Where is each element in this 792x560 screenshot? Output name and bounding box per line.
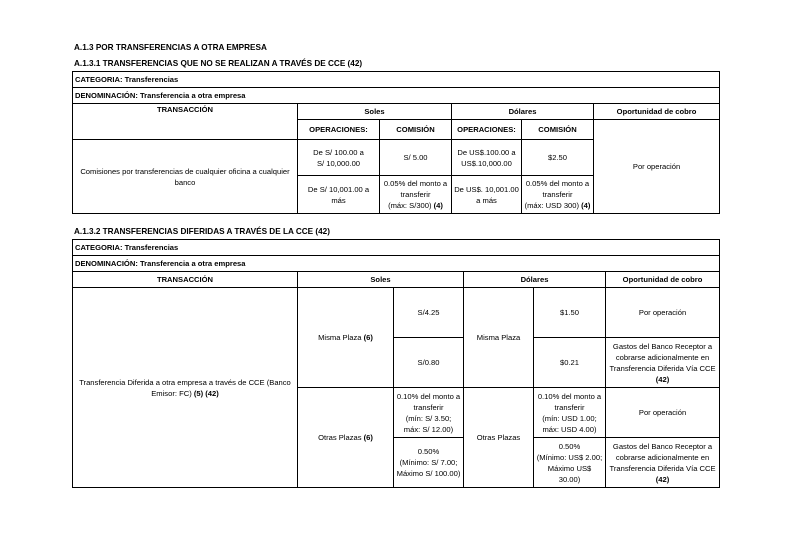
dolares-comision-2: 0.05% del monto a transferir (máx: USD 300) (4) <box>522 176 594 214</box>
otras-plazas-soles: Otras Plazas (6) <box>298 388 394 488</box>
otras-plazas-oportunidad-2: Gastos del Banco Receptor a cobrarse adicionalmente en Transferencia Diferida Vía CCE (42) <box>606 438 720 488</box>
section-title: A.1.3 POR TRANSFERENCIAS A OTRA EMPRESA <box>74 43 267 52</box>
header-dolares-comision: COMISIÓN <box>522 120 594 140</box>
dolares-comision-1: $2.50 <box>522 140 594 176</box>
table1-title: A.1.3.1 TRANSFERENCIAS QUE NO SE REALIZAN A TRAVÉS DE CCE (42) <box>74 59 363 68</box>
transaccion-description: Comisiones por transferencias de cualquier oficina a cualquier banco <box>73 140 298 214</box>
soles-operacion-range-1: De S/ 100.00 a S/ 10,000.00 <box>298 140 380 176</box>
misma-plaza-dolares: Misma Plaza <box>464 288 534 388</box>
table-transferencias-no-cce <box>72 71 720 214</box>
dolares-operacion-range-1: De US$.100.00 a US$.10,000.00 <box>452 140 522 176</box>
transaccion-description: Transferencia Diferida a otra empresa a través de CCE (Banco Emisor: FC) (5) (42) <box>73 288 298 488</box>
categoria-label: CATEGORIA: Transferencias <box>73 240 720 256</box>
denominacion-label: DENOMINACIÓN: Transferencia a otra empresa <box>73 256 720 272</box>
misma-plaza-soles: Misma Plaza (6) <box>298 288 394 388</box>
soles-comision-2: 0.05% del monto a transferir (máx: S/300) (4) <box>380 176 452 214</box>
otras-plazas-oportunidad-1: Por operación <box>606 388 720 438</box>
otras-plazas-soles-1: 0.10% del monto a transferir (mín: S/ 3.50; máx: S/ 12.00) <box>394 388 464 438</box>
header-dolares: Dólares <box>452 104 594 120</box>
otras-plazas-soles-2: 0.50% (Mínimo: S/ 7.00; Máximo S/ 100.00) <box>394 438 464 488</box>
oportunidad-value: Por operación <box>594 120 720 214</box>
header-transaccion: TRANSACCIÓN <box>73 272 298 288</box>
otras-plazas-dolares: Otras Plazas <box>464 388 534 488</box>
otras-plazas-dolares-2: 0.50% (Mínimo: US$ 2.00; Máximo US$ 30.00) <box>534 438 606 488</box>
misma-plaza-soles-1: S/4.25 <box>394 288 464 338</box>
header-dolares: Dólares <box>464 272 606 288</box>
dolares-operacion-range-2: De US$. 10,001.00 a más <box>452 176 522 214</box>
misma-plaza-soles-2: S/0.80 <box>394 338 464 388</box>
soles-comision-1: S/ 5.00 <box>380 140 452 176</box>
header-soles-comision: COMISIÓN <box>380 120 452 140</box>
header-transaccion: TRANSACCIÓN <box>73 104 298 140</box>
soles-operacion-range-2: De S/ 10,001.00 a más <box>298 176 380 214</box>
misma-plaza-dolares-1: $1.50 <box>534 288 606 338</box>
header-oportunidad: Oportunidad de cobro <box>594 104 720 120</box>
misma-plaza-oportunidad-2: Gastos del Banco Receptor a cobrarse adicionalmente en Transferencia Diferida Vía CCE (42) <box>606 338 720 388</box>
misma-plaza-dolares-2: $0.21 <box>534 338 606 388</box>
otras-plazas-dolares-1: 0.10% del monto a transferir (mín: USD 1.00; máx: USD 4.00) <box>534 388 606 438</box>
header-oportunidad: Oportunidad de cobro <box>606 272 720 288</box>
table2-title: A.1.3.2 TRANSFERENCIAS DIFERIDAS A TRAVÉS DE LA CCE (42) <box>74 227 330 236</box>
header-soles: Soles <box>298 104 452 120</box>
denominacion-label: DENOMINACIÓN: Transferencia a otra empresa <box>73 88 720 104</box>
misma-plaza-oportunidad-1: Por operación <box>606 288 720 338</box>
categoria-label: CATEGORIA: Transferencias <box>73 72 720 88</box>
header-soles-operaciones: OPERACIONES: <box>298 120 380 140</box>
header-soles: Soles <box>298 272 464 288</box>
header-dolares-operaciones: OPERACIONES: <box>452 120 522 140</box>
table-transferencias-diferidas-cce <box>72 239 720 488</box>
